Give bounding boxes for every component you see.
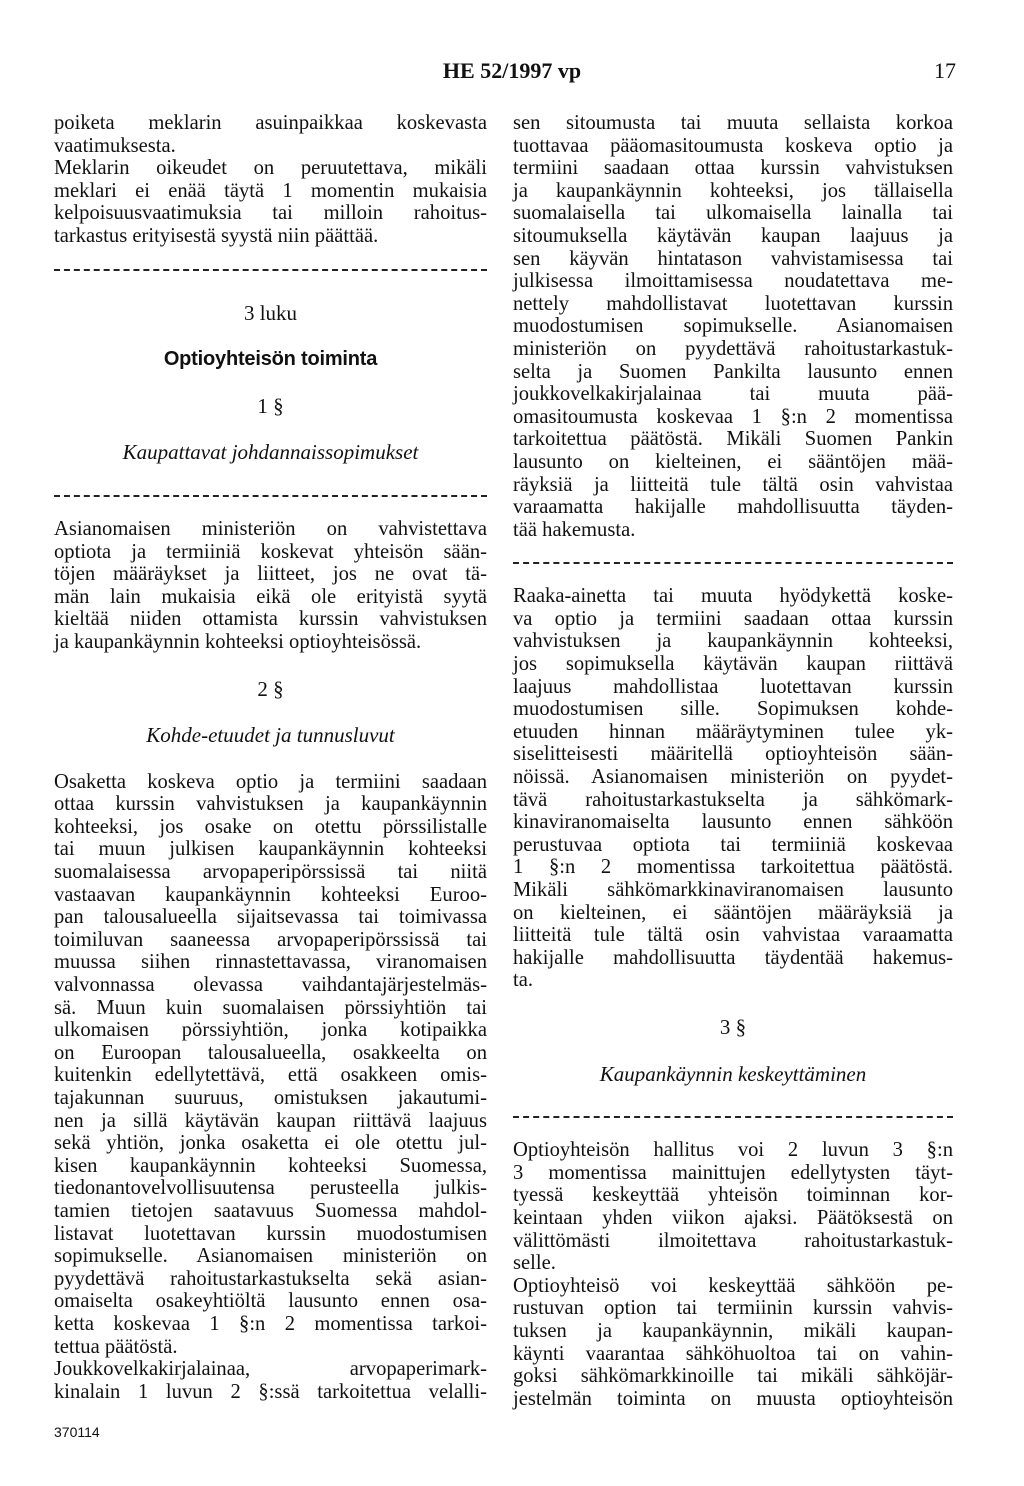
section-number: 3 §	[719, 1014, 747, 1039]
text-line: tamien tietojen saatavuus Suomessa mahdol-	[54, 1199, 487, 1222]
text-line: meklari ei enää täytä 1 momentin mukaisia	[54, 179, 487, 202]
text-line: julkisessa ilmoittamisessa noudatettava me-	[513, 270, 953, 293]
text-line: pan talousalueella sijaitsevassa tai toimivassa	[54, 906, 487, 929]
section-title: Kohde-etuudet ja tunnusluvut	[146, 723, 395, 748]
text-line: Mikäli sähkömarkkinaviranomaisen lausunto	[513, 879, 953, 901]
text-line: tai muun julkisen kaupankäynnin kohteeksi	[54, 838, 487, 861]
text-line: perustuvaa optiota tai termiiniä koskevaa	[513, 833, 953, 856]
text-line: vastaavan kaupankäynnin kohteeksi Euroo-	[54, 883, 487, 906]
text-line: poiketa meklarin asuinpaikkaa koskevasta	[54, 112, 487, 134]
text-line: sekä yhtiön, jonka osaketta ei ole otettu jul-	[54, 1132, 487, 1155]
text-line: toimiluvan saaneessa arvopaperipörssissä tai	[54, 928, 487, 951]
text-line: etuuden hinnan määräytyminen tulee yk-	[513, 720, 953, 743]
text-line: Joukkovelkakirjalainaa, arvopaperimark-	[54, 1358, 487, 1381]
text-line: räyksiä ja liitteitä tule tältä osin vahvistaa	[513, 473, 953, 496]
text-line: sen sitoumusta tai muuta sellaista korkoa	[513, 112, 953, 134]
text-line: laajuus mahdollistaa luotettavan kurssin	[513, 675, 953, 698]
section-number: 2 §	[257, 676, 284, 701]
section-divider	[513, 555, 953, 571]
text-line: Meklarin oikeudet on peruutettava, mikäli	[54, 157, 487, 180]
text-line: muodostumisen sille. Sopimuksen kohde-	[513, 698, 953, 721]
paragraph	[513, 1275, 953, 1411]
text-line: goksi sähkömarkkinoille tai mikäli sähköjär-	[513, 1365, 953, 1388]
text-line: ta.	[513, 969, 534, 992]
page-header	[0, 58, 1024, 88]
text-line: Raaka-ainetta tai muuta hyödykettä koske-	[513, 585, 953, 608]
right-column	[513, 112, 953, 1410]
footer-code: 370114	[54, 1424, 100, 1440]
text-line: ja kaupankäynnin kohteeksi, jos tällaisella	[513, 179, 953, 202]
text-line: vahvistuksen ja kaupankäynnin kohteeksi,	[513, 630, 953, 653]
text-line: Osaketta koskeva optio ja termiini saadaan	[54, 770, 487, 793]
text-line: tää hakemusta.	[513, 518, 636, 541]
text-line: tävä rahoitustarkastukselta ja sähkömark-	[513, 788, 953, 811]
text-line: kinaviranomaiselta lausunto ennen sähköön	[513, 811, 953, 834]
text-line: omaiselta osakeyhtiöltä lausunto ennen osa-	[54, 1290, 487, 1313]
text-line: hakijalle mahdollisuutta täydentää hakemus-	[513, 946, 953, 969]
section-title: Kaupankäynnin keskeyttäminen	[599, 1061, 867, 1086]
paragraph	[54, 518, 487, 654]
text-line: rustuvan option tai termiinin kurssin vahvis-	[513, 1297, 953, 1320]
text-line: 1 §:n 2 momentissa tarkoitettua päätöstä.	[513, 856, 953, 879]
text-line: nöissä. Asianomaisen ministeriön on pyydet-	[513, 766, 953, 789]
text-line: tyessä keskeyttää yhteisön toiminnan kor-	[513, 1184, 953, 1207]
text-line: keintaan yhden viikon ajaksi. Päätöksestä on	[513, 1206, 953, 1229]
paragraph	[54, 1358, 487, 1403]
text-line: 3 momentissa mainittujen edellytysten täyt-	[513, 1161, 953, 1184]
text-line: kelpoisuusvaatimuksia tai milloin rahoitus-	[54, 202, 487, 225]
text-line: on kielteinen, ei sääntöjen määräyksiä ja	[513, 901, 953, 924]
text-line: ministeriön on pyydettävä rahoitustarkastuk-	[513, 337, 953, 360]
text-line: kinalain 1 luvun 2 §:ssä tarkoitettua velalli-	[54, 1380, 487, 1403]
text-line: kieltää niiden ottamista kurssin vahvistuksen	[54, 608, 487, 631]
text-line: tettua päätöstä.	[54, 1335, 178, 1358]
text-line: Asianomaisen ministeriön on vahvistettava	[54, 517, 487, 540]
chapter-number: 3 luku	[243, 300, 298, 325]
left-column	[54, 112, 487, 1403]
paragraph	[513, 585, 953, 992]
section-divider	[513, 1109, 953, 1125]
text-line: tarkastus erityisestä syystä niin päättää.	[54, 224, 379, 247]
text-line: kisen kaupankäynnin kohteeksi Suomessa,	[54, 1154, 487, 1177]
text-line: kohteeksi, jos osake on otettu pörssilistalle	[54, 815, 487, 838]
text-line: on Euroopan talousalueella, osakkeelta on	[54, 1041, 487, 1064]
text-line: muodostumisen sopimukselle. Asianomaisen	[513, 315, 953, 338]
text-line: selle.	[513, 1252, 556, 1275]
text-line: ja kaupankäynnin kohteeksi optioyhteisössä.	[54, 630, 422, 653]
text-line: termiini saadaan ottaa kurssin vahvistuksen	[513, 157, 953, 180]
text-line: Optioyhteisö voi keskeyttää sähköön pe-	[513, 1274, 953, 1297]
section-divider	[54, 262, 487, 278]
text-line: lausunto on kielteinen, ei sääntöjen mää-	[513, 450, 953, 473]
text-line: käynti vaarantaa sähköhuoltoa tai on vahin-	[513, 1342, 953, 1365]
paragraph	[513, 1139, 953, 1275]
text-line: tuksen ja kaupankäynnin, mikäli kaupan-	[513, 1319, 953, 1342]
text-line: tarkoitettua päätöstä. Mikäli Suomen Pankin	[513, 428, 953, 451]
text-line: Optioyhteisön hallitus voi 2 luvun 3 §:n	[513, 1139, 953, 1162]
text-line: va optio ja termiini saadaan ottaa kurssin	[513, 607, 953, 630]
text-line: suomalaisella tai ulkomaisella lainalla tai	[513, 202, 953, 225]
text-line: muussa siihen rinnastettavassa, viranomaisen	[54, 951, 487, 974]
text-line: siselitteisesti määritellä optioyhteisön sään-	[513, 743, 953, 766]
text-line: omasitoumusta koskevaa 1 §:n 2 momentissa	[513, 405, 953, 428]
text-line: nen ja sillä käytävän kaupan riittävä laajuus	[54, 1109, 487, 1132]
text-line: jestelmän toiminta on muusta optioyhteisön	[513, 1387, 953, 1410]
text-line: sä. Muun kuin suomalaisen pörssiyhtiön tai	[54, 996, 487, 1019]
text-line: sopimukselle. Asianomaisen ministeriön on	[54, 1245, 487, 1268]
text-line: selta ja Suomen Pankilta lausunto ennen	[513, 360, 953, 383]
text-line: nettely mahdollistavat luotettavan kurssin	[513, 292, 953, 315]
text-line: valvonnassa olevassa vaihdantajärjestelmäs-	[54, 974, 487, 997]
paragraph	[54, 771, 487, 1358]
paragraph	[513, 112, 953, 541]
text-line: tuottavaa pääomasitoumusta koskeva optio ja	[513, 134, 953, 157]
section-divider	[54, 488, 487, 504]
text-line: joukkovelkakirjalainaa tai muuta pää-	[513, 383, 953, 406]
page-number: 17	[934, 58, 956, 83]
text-line: listavat luotettavan kurssin muodostumisen	[54, 1222, 487, 1245]
text-line: kuitenkin edellytettävä, että osakkeen omis-	[54, 1064, 487, 1087]
text-line: tiedonantovelvollisuutensa perusteella julkis-	[54, 1177, 487, 1200]
text-line: jos sopimuksella käytävän kaupan riittävä	[513, 653, 953, 676]
document-title: HE 52/1997 vp	[442, 58, 582, 83]
text-line: sen käyvän hintatason vahvistamisessa tai	[513, 247, 953, 270]
text-line: tajakunnan suuruus, omistuksen jakautumi-	[54, 1087, 487, 1109]
text-line: ketta koskevaa 1 §:n 2 momentissa tarkoi-	[54, 1312, 487, 1335]
section-number: 1 §	[257, 393, 284, 418]
paragraph	[54, 112, 487, 248]
text-line: liitteitä tule tältä osin vahvistaa varaamatta	[513, 924, 953, 947]
text-line: män lain mukaisia eikä ole erityistä syytä	[54, 585, 487, 608]
text-line: suomalaisessa arvopaperipörssissä tai niitä	[54, 861, 487, 884]
text-line: sitoumuksella käytävän kaupan laajuus ja	[513, 224, 953, 247]
text-line: pyydettävä rahoitustarkastukselta sekä asian-	[54, 1267, 487, 1290]
text-line: ulkomaisen pörssiyhtiön, jonka kotipaikka	[54, 1019, 487, 1042]
text-line: vaatimuksesta.	[54, 134, 176, 157]
text-line: töjen määräykset ja liitteet, jos ne ovat tä-	[54, 563, 487, 586]
text-line: välittömästi ilmoitettava rahoitustarkastuk-	[513, 1229, 953, 1252]
section-title: Kaupattavat johdannaissopimukset	[122, 440, 419, 465]
text-line: varaamatta hakijalle mahdollisuutta täyden-	[513, 496, 953, 519]
text-line: ottaa kurssin vahvistuksen ja kaupankäynnin	[54, 793, 487, 816]
text-line: optiota ja termiiniä koskevat yhteisön sään-	[54, 540, 487, 563]
chapter-title: Optioyhteisön toiminta	[163, 348, 378, 371]
